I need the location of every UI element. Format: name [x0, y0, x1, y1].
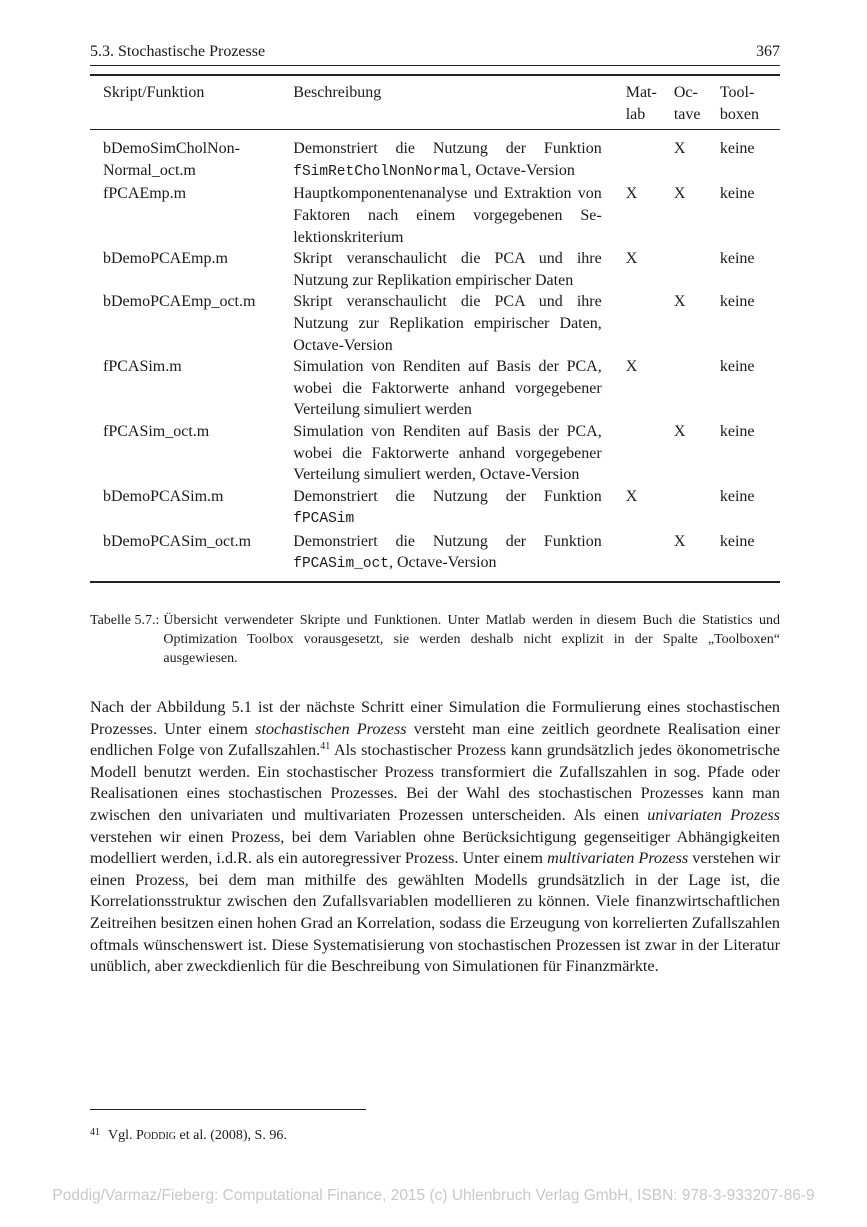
caption-text: Übersicht verwendeter Skripte und Funktionen. Unter Matlab werden in diesem Buch die Statistics und Optimization Toolbox vorausgesetzt, sie werden deshalb nicht explizit in der Spalte „Toolboxen“ ausgewiesen. — [163, 613, 780, 666]
table-row — [90, 421, 780, 486]
table-header-row — [90, 75, 780, 130]
footnote-reference[interactable]: 41 — [320, 741, 331, 753]
toolboxes: keine — [719, 293, 755, 311]
script-name: bDemoPCAEmp.m — [103, 250, 228, 268]
matlab-mark: X — [625, 185, 638, 203]
table-row — [90, 183, 780, 248]
col-header-octave: Oc- tave — [674, 75, 720, 130]
script-name: fPCASim.m — [103, 358, 182, 376]
col-header-matlab: Mat- lab — [602, 75, 674, 130]
toolboxes: keine — [719, 358, 755, 376]
description: Skript veranschaulicht die PCA und ihre Nutzung zur Replikation empirischer Daten — [293, 250, 602, 289]
matlab-mark — [602, 291, 674, 356]
table-row — [90, 130, 780, 184]
col-header-script: Skript/Funktion — [90, 75, 293, 130]
section-title: 5.3. Stochastische Prozesse — [90, 43, 266, 60]
script-name: bDemoSimCholNon- Normal_oct.m — [103, 140, 240, 179]
matlab-mark: X — [625, 250, 638, 268]
toolboxes: keine — [719, 422, 755, 440]
term-stochastic-process: stochastischen Prozess — [255, 719, 407, 738]
matlab-mark: X — [625, 358, 638, 376]
caption-label: Tabelle 5.7.: — [90, 613, 160, 628]
term-multivariate-process: multivariaten Prozess — [547, 849, 689, 868]
footnote: $^{41}$ Vgl. Poddig et al. (2008), S. 96. — [90, 1127, 287, 1143]
description: Skript veranschaulicht die PCA und ihre Nutzung zur Replikation empirischer Daten, Octave-Version — [293, 293, 602, 354]
toolboxes: keine — [719, 185, 755, 203]
table-caption — [90, 611, 780, 668]
description: Simulation von Renditen auf Basis der PCA, wobei die Faktorwerte anhand vorgegebener Verteilung simuliert werden, Octave-Version — [293, 422, 602, 484]
copyright-watermark: Poddig/Varmaz/Fieberg: Computational Finance, 2015 (c) Uhlenbruch Verlag GmbH, ISBN: 978-3-933207-86-9 — [52, 1187, 815, 1204]
matlab-mark: X — [625, 487, 638, 505]
col-header-toolboxes: Tool- boxen — [720, 75, 780, 130]
octave-mark — [674, 486, 720, 531]
page-number: 367 — [756, 43, 780, 60]
scripts-table — [90, 74, 780, 583]
table-row — [90, 356, 780, 421]
matlab-mark — [602, 421, 674, 486]
body-paragraph: Nach der Abbildung 5.1 ist der nächste Schritt einer Simulation die Formulierung eines stochastischen Prozesses. Unter einem stochastischen Prozess versteht man eine zeitlich geordnete Realisation einer endlichen Folge von Zufallszahlen.$^{41}$ Als stochastischer Prozess kann grundsätzlich jedes ökonometrische Modell benutzt werden. Ein stochastischer Prozess transformiert die Zufallszahlen in sog. Pfade oder Realisationen eines stochastischen Prozesses. Bei der Wahl des stochastischen Prozesses kann man zwischen den univariaten und multivariaten Prozessen unterscheiden. Als einen univariaten Prozess verstehen wir einen Prozess, bei dem Variablen ohne Berücksichtigung gegenseitiger Abhängigkeiten modelliert werden, i.d.R. als ein autoregressiver Prozess. Unter einem multivariaten Prozess verstehen wir einen Prozess, bei dem man mithilfe des gewählten Modells grundsätzlich in der Lage ist, die Korrelationsstruktur zwischen den Zufallsvariablen modellieren zu können. Viele finanzwirtschaftlichen Zeitreihen besitzen einen hohen Grad an Korrelation, sodass die Erzeugung von korrelierten Zufallszahlen oftmals wünschenswert ist. Diese Systematisierung von stochastischen Prozessen ist zwar in der Literatur unüblich, aber zweckdienlich für die Beschreibung von Simulationen für Finanzmärkte. — [90, 698, 780, 976]
term-univariate-process: univariaten Prozess — [647, 805, 780, 824]
footnote-number: 41 — [90, 1127, 100, 1138]
table-row — [90, 291, 780, 356]
octave-mark: X — [673, 293, 686, 311]
table-row — [90, 486, 780, 531]
octave-mark: X — [673, 140, 686, 158]
script-name: bDemoPCAEmp_oct.m — [103, 293, 256, 311]
running-header — [90, 42, 780, 66]
description: Demonstriert die Nutzung der Funktion fSimRetCholNonNormal, Octave-Version — [293, 140, 602, 180]
toolboxes: keine — [719, 250, 755, 268]
script-name: fPCAEmp.m — [103, 185, 187, 203]
table-row — [90, 531, 780, 582]
description: Hauptkomponentenanalyse und Extraktion von Faktoren nach einem vorgegebenen Selektionskriterium — [293, 185, 602, 246]
script-name: bDemoPCASim_oct.m — [103, 532, 252, 550]
footnote-author: Poddig — [136, 1128, 177, 1143]
octave-mark: X — [673, 185, 686, 203]
octave-mark — [674, 248, 720, 291]
script-name: bDemoPCASim.m — [103, 487, 224, 505]
col-header-description: Beschreibung — [293, 75, 601, 130]
octave-mark: X — [673, 532, 686, 550]
toolboxes: keine — [719, 532, 755, 550]
script-name: fPCASim_oct.m — [103, 422, 210, 440]
description: Simulation von Renditen auf Basis der PCA, wobei die Faktorwerte anhand vorgegebener Verteilung simuliert werden — [293, 358, 602, 419]
matlab-mark — [602, 531, 674, 582]
octave-mark: X — [673, 422, 686, 440]
toolboxes: keine — [719, 487, 755, 505]
octave-mark — [674, 356, 720, 421]
table-row — [90, 248, 780, 291]
matlab-mark — [602, 130, 674, 184]
footnote-divider — [90, 1109, 366, 1110]
description: Demonstriert die Nutzung der Funktion fPCASim — [293, 487, 602, 528]
toolboxes: keine — [719, 140, 755, 158]
description: Demonstriert die Nutzung der Funktion fPCASim_oct, Octave-Version — [293, 532, 602, 573]
